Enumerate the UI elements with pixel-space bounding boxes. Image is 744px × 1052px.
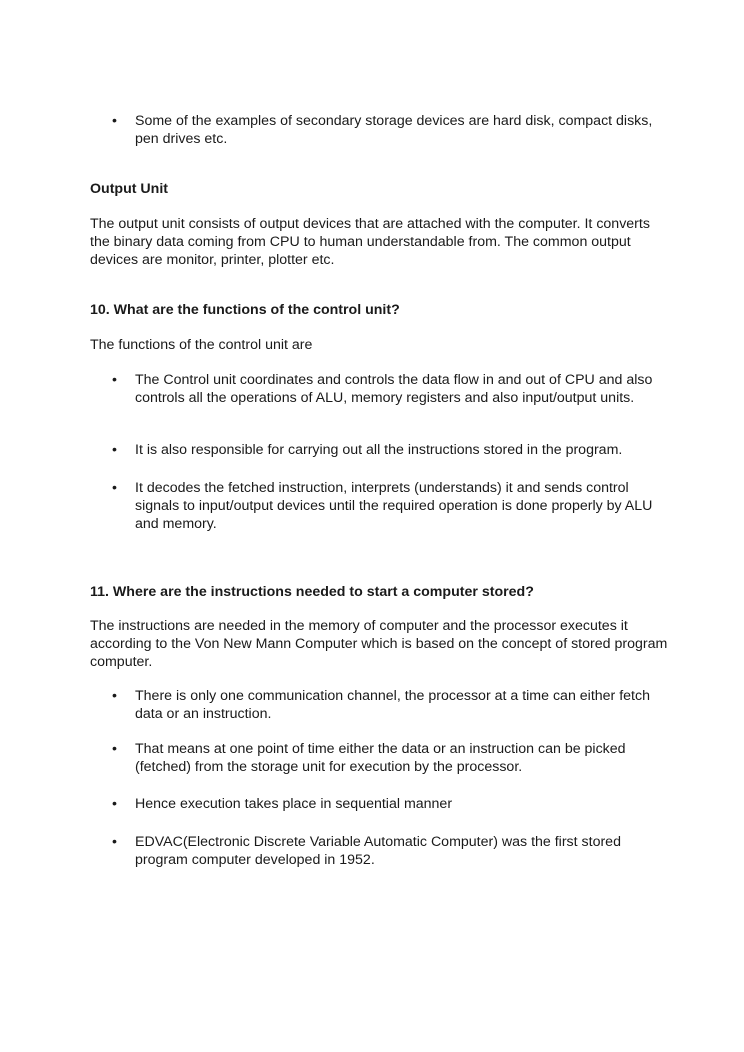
list-item-text: It decodes the fetched instruction, interprets (understands) it and sends control signals to input/output devices until the required operation is done properly by ALU and memory. bbox=[135, 480, 653, 532]
list-item-text: Hence execution takes place in sequential manner bbox=[135, 796, 453, 812]
bullet-glyph: • bbox=[112, 372, 117, 388]
list-item bbox=[90, 112, 670, 148]
question-10-intro: The functions of the control unit are bbox=[90, 337, 313, 353]
list-item-text: That means at one point of time either the data or an instruction can be picked (fetched) from the storage unit for execution by the processor. bbox=[135, 741, 626, 775]
question-10-heading: 10. What are the functions of the control unit? bbox=[90, 302, 400, 318]
list-item bbox=[90, 795, 670, 813]
question-11-heading: 11. Where are the instructions needed to start a computer stored? bbox=[90, 584, 534, 600]
list-item bbox=[90, 371, 670, 407]
bullet-glyph: • bbox=[112, 688, 117, 704]
bullet-glyph: • bbox=[112, 834, 117, 850]
list-item bbox=[90, 479, 670, 533]
bullet-glyph: • bbox=[112, 796, 117, 812]
list-item bbox=[90, 833, 670, 869]
bullet-glyph: • bbox=[112, 480, 117, 496]
list-item bbox=[90, 441, 670, 459]
question-11-intro: The instructions are needed in the memory of computer and the processor executes it according to the Von New Mann Computer which is based on the concept of stored program computer. bbox=[90, 618, 668, 670]
section-heading-output-unit: Output Unit bbox=[90, 181, 169, 197]
list-item-text: There is only one communication channel, the processor at a time can either fetch data or an instruction. bbox=[135, 688, 650, 722]
list-item-text: It is also responsible for carrying out all the instructions stored in the program. bbox=[135, 442, 623, 458]
list-item bbox=[90, 740, 670, 776]
bullet-glyph: • bbox=[112, 741, 117, 757]
bullet-glyph: • bbox=[112, 113, 117, 129]
list-item-text: Some of the examples of secondary storage devices are hard disk, compact disks, pen drives etc. bbox=[135, 113, 653, 147]
list-item bbox=[90, 687, 670, 723]
list-item-text: The Control unit coordinates and controls the data flow in and out of CPU and also controls all the operations of ALU, memory registers and also input/output units. bbox=[135, 372, 653, 406]
output-unit-paragraph: The output unit consists of output devices that are attached with the computer. It converts the binary data coming from CPU to human understandable from. The common output devices are monitor, printer, plotter etc. bbox=[90, 216, 650, 268]
list-item-text: EDVAC(Electronic Discrete Variable Automatic Computer) was the first stored program computer developed in 1952. bbox=[135, 834, 621, 868]
bullet-glyph: • bbox=[112, 442, 117, 458]
